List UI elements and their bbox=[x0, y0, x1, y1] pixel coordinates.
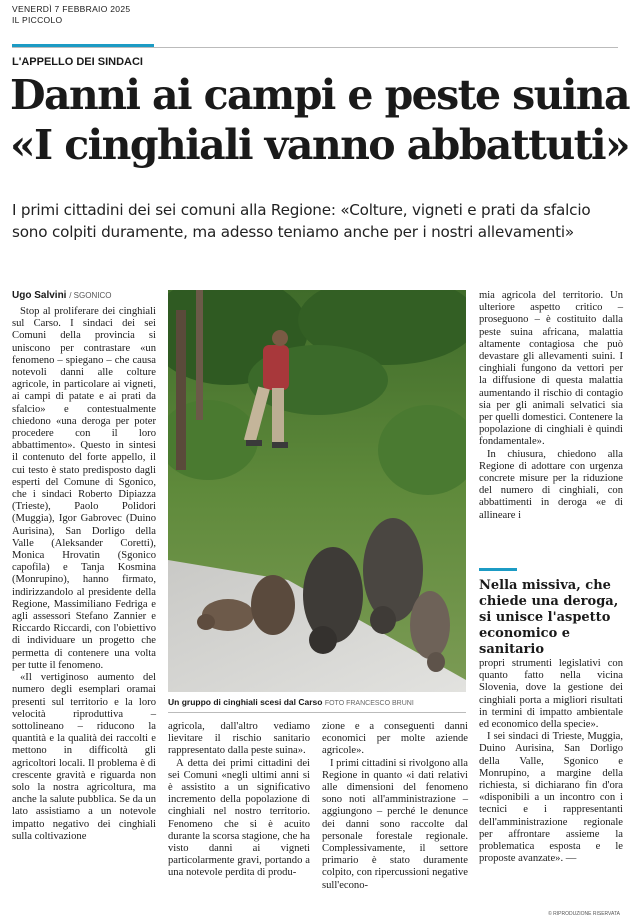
paragraph: propri strumenti legislativi con quanto fatto nella vicina Slovenia, dove la gestione dei cinghiali porta a migliori risultati in termini di impatto ambientale ed economico della specie». bbox=[479, 658, 623, 731]
divider bbox=[12, 47, 618, 48]
headline bbox=[10, 70, 629, 170]
kicker: L'APPELLO DEI SINDACI bbox=[12, 56, 143, 68]
photo-caption bbox=[168, 697, 468, 707]
dateline-location: / SGONICO bbox=[69, 291, 112, 300]
newspaper-name: IL PICCOLO bbox=[12, 15, 63, 25]
pull-quote bbox=[479, 568, 623, 658]
wild-boars-photo bbox=[168, 290, 466, 692]
photo-credit: FOTO FRANCESCO BRUNI bbox=[324, 700, 414, 707]
paragraph: agricola, dall'altro vediamo lievitare il rischio sanitario rappresentato dalla peste suina». bbox=[168, 721, 310, 757]
column-4-continued bbox=[479, 658, 623, 865]
subtitle: I primi cittadini dei sei comuni alla Regione: «Colture, vigneti e prati da sfalcio sono colpiti duramente, ma adesso teniamo anche per i nostri allevamenti» bbox=[12, 201, 591, 241]
pull-quote-text: Nella missiva, che chiede una deroga, si unisce l'aspetto economico e sanitario bbox=[479, 578, 619, 657]
paragraph: Stop al proliferare dei cinghiali sul Carso. I sindaci dei sei Comuni della provincia si uniscono per contrastare «un fenomeno – spiegano – che causa notevoli danni alle colture agricole, in particolare ai vigneti, ai campi di patate e ai prati da sfalcio» e contestualmente chiedono «una deroga per poter procedere con il loro abbattimento». Questo in sintesi il contenuto del forte appello, il cui testo è stato predisposto dagli esperti del Comune di Sgonico, che i sindaci Roberto Dipiazza (Trieste), Paolo Polidori (Muggia), Igor Gabrovec (Duino Aurisina), San Dorligo della Valle (Aleksander Coretti), Monica Hrovatin (Sgonico capofila) e Tanja Kosmina (Monrupino), hanno firmato, indirizzandolo al presidente della Regione, Massimiliano Fedriga e agli assessori Stefano Zannier e Riccardo Riccardi, con l'obiettivo di individuare un progetto che permetta di contenere una volta per tutte il fenomeno. bbox=[12, 306, 156, 671]
paragraph: In chiusura, chiedono alla Regione di adottare con urgenza concrete misure per la riduzione del numero di cinghiali, con abbattimenti in deroga «e di allineare i bbox=[479, 448, 623, 521]
paragraph: zione e a conseguenti danni economici per molte aziende agricole». bbox=[322, 721, 468, 757]
column-1 bbox=[12, 306, 156, 843]
divider bbox=[168, 712, 466, 713]
column-4 bbox=[479, 290, 623, 522]
paragraph: I primi cittadini si rivolgono alla Regione in quanto «i dati relativi alle dimensioni del fenomeno sono noti all'amministrazione – aggiungono – perché le denunce dei danni sono raccolte dal personale forestale regionale. Complessivamente, il settore primario è stato duramente colpito, con ripercussioni negative sull'econo- bbox=[322, 757, 468, 891]
headline-line-1: Danni ai campi e peste suina bbox=[10, 71, 629, 119]
paragraph: I sei sindaci di Trieste, Muggia, Duino Aurisina, San Dorligo della Valle, Sgonico e Monrupino, a margine della richiesta, si dichiarano fin d'ora «disponibili a un incontro con i tecnici e i rappresentanti dell'amministrazione regionale per affrontare assieme la problematica esposta e le proposte avanzate». — bbox=[479, 731, 623, 865]
article-photo bbox=[168, 290, 466, 692]
headline-line-2: «I cinghiali vanno abbattuti» bbox=[10, 121, 629, 169]
byline bbox=[12, 290, 111, 301]
copyright: © RIPRODUZIONE RISERVATA bbox=[548, 911, 620, 917]
pull-quote-bar bbox=[479, 568, 517, 571]
column-3 bbox=[322, 721, 468, 892]
issue-date: VENERDÌ 7 FEBBRAIO 2025 bbox=[12, 4, 131, 14]
paragraph: mia agricola del territorio. Un ulteriore aspetto critico – proseguono – è costituito dalla peste suina africana, malattia altamente contagiosa che può devastare gli allevamenti suini. I cinghiali fungono da vettori per la diffusione di questa malattia aumentando il rischio di contagio sia per gli animali selvatici sia per quelli domestici. Contenere la popolazione di cinghiali è quindi fondamentale». bbox=[479, 290, 623, 448]
page-header bbox=[12, 4, 130, 26]
caption-text: Un gruppo di cinghiali scesi dal Carso bbox=[168, 697, 323, 707]
paragraph: A detta dei primi cittadini dei sei Comuni «negli ultimi anni si è assistito a un significativo incremento della popolazione di cinghiali nel nostro territorio. Fenomeno che si è acuito durante la scorsa stagione, che ha visto danni ai vigneti particolarmente gravi, portando a una notevole perdita di produ- bbox=[168, 757, 310, 879]
paragraph: «Il vertiginoso aumento del numero degli esemplari oramai presenti sul territorio e la loro velocità riproduttiva – sottolineano – riducono la quantità e la qualità dei raccolti e mettono in difficoltà gli agricoltori locali. Il problema è di crescente gravità e riguarda non solo la nostra agricoltura, ma anche la salute pubblica. Se da un lato assistiamo a un notevole impatto negativo dei cinghiali sulla coltivazione bbox=[12, 672, 156, 842]
column-2 bbox=[168, 721, 310, 880]
author: Ugo Salvini bbox=[12, 290, 67, 301]
